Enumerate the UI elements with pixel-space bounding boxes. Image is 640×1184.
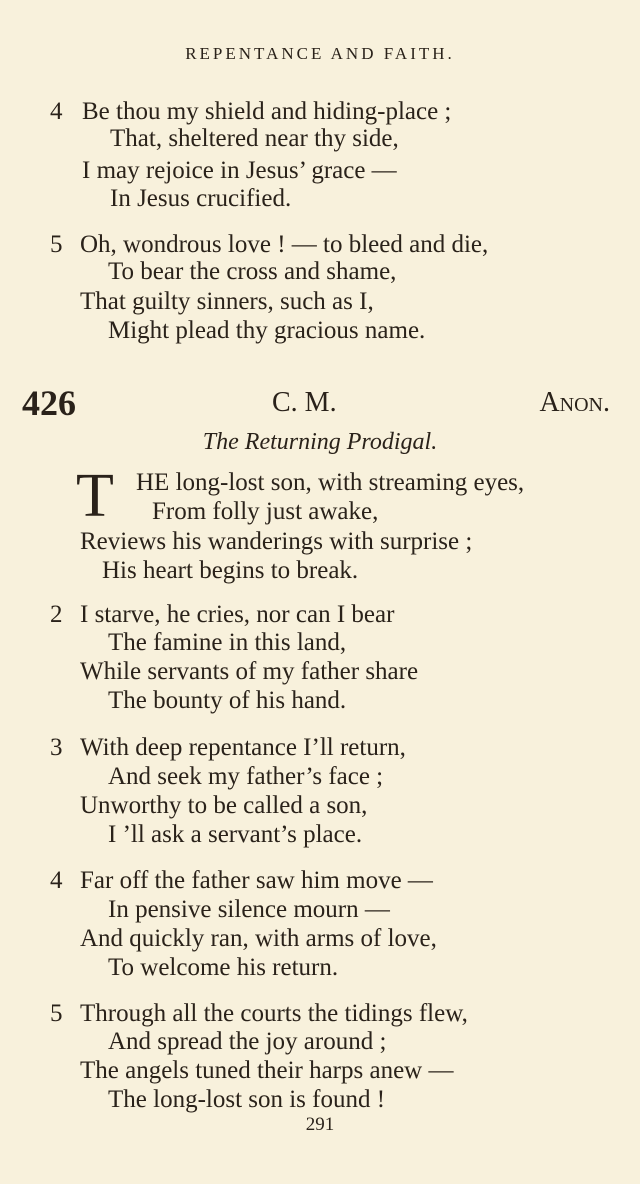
verse-line: The long-lost son is found ! (108, 1086, 386, 1113)
verse-line: Unworthy to be called a son, (80, 792, 368, 819)
verse-line: Might plead thy gracious name. (108, 317, 426, 344)
verse-number: 5 (50, 231, 63, 258)
hymn-number: 426 (22, 383, 76, 423)
verse-line: That guilty sinners, such as I, (80, 288, 374, 315)
verse-line: Through all the courts the tidings flew, (80, 1000, 468, 1027)
hymn-title: The Returning Prodigal. (202, 429, 438, 455)
verse-line: With deep repentance I’ll return, (80, 734, 406, 761)
verse-line: HE long-lost son, with streaming eyes, (136, 469, 525, 496)
verse-number: 4 (50, 98, 63, 125)
hymn-meter: C. M. (272, 387, 337, 418)
hymn-author: Anon. (539, 387, 610, 418)
verse-line: Be thou my shield and hiding-place ; (82, 98, 452, 125)
verse-line: While servants of my father share (80, 658, 419, 685)
verse-line: In Jesus crucified. (110, 185, 292, 212)
verse-line: The angels tuned their harps anew — (80, 1057, 454, 1084)
running-header: REPENTANCE AND FAITH. (185, 44, 455, 63)
verse-line: And spread the joy around ; (108, 1028, 387, 1055)
verse-line: I starve, he cries, nor can I bear (80, 601, 395, 628)
verse-line: The bounty of his hand. (108, 687, 347, 714)
verse-number: 5 (50, 1000, 63, 1027)
drop-cap: T (76, 462, 114, 530)
verse-line: And quickly ran, with arms of love, (80, 925, 437, 952)
verse-line: That, sheltered near thy side, (110, 125, 399, 152)
verse-line: I ’ll ask a servant’s place. (108, 821, 363, 848)
verse-line: From folly just awake, (152, 498, 379, 525)
verse-line: To bear the cross and shame, (108, 258, 397, 285)
verse-line: Oh, wondrous love ! — to bleed and die, (80, 231, 489, 258)
verse-number: 2 (50, 601, 63, 628)
page-number: 291 (305, 1114, 335, 1135)
verse-line: To welcome his return. (108, 954, 339, 981)
verse-line: His heart begins to break. (102, 557, 359, 584)
verse-number: 3 (50, 734, 63, 761)
verse-number: 4 (50, 867, 63, 894)
verse-line: Reviews his wanderings with surprise ; (80, 528, 473, 555)
verse-line: Far off the father saw him move — (80, 867, 433, 894)
verse-line: I may rejoice in Jesus’ grace — (82, 157, 397, 184)
verse-line: And seek my father’s face ; (108, 763, 384, 790)
verse-line: The famine in this land, (108, 629, 347, 656)
verse-line: In pensive silence mourn — (108, 896, 390, 923)
